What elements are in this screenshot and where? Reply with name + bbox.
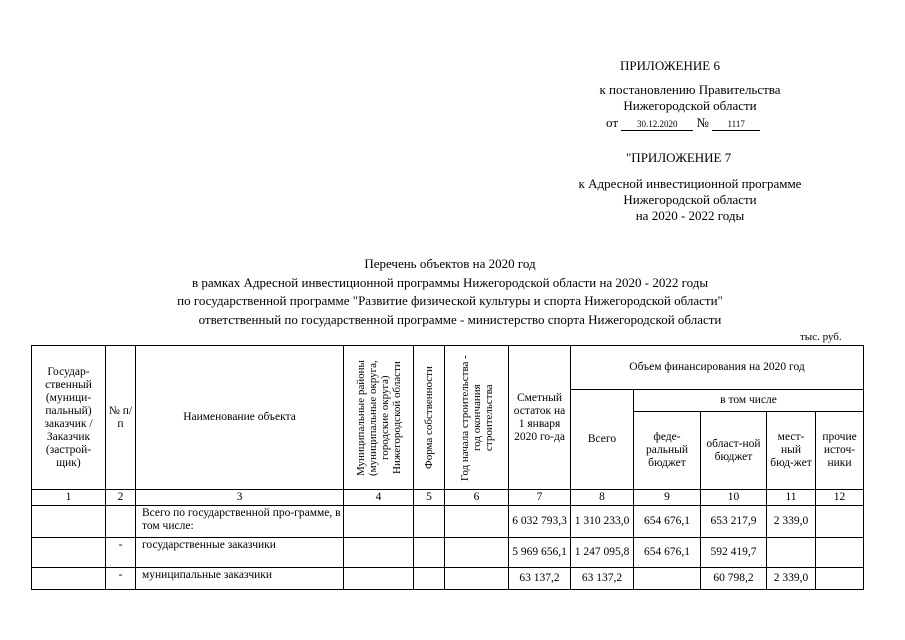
header-years: Год начала строительства - год окончания строительства	[445, 346, 509, 490]
header-customer: Государ-ственный (муници-пальный) заказчик / Заказчик (застрой-щик)	[32, 346, 106, 490]
appendix-6-label: ПРИЛОЖЕНИЕ 6	[620, 58, 720, 73]
resolution-line-2: Нижегородской области	[623, 98, 757, 113]
cell-federal: 654 676,1	[634, 506, 701, 538]
header-total: Всего	[571, 390, 634, 490]
header-estimate: Сметный остаток на 1 января 2020 го-да	[509, 346, 571, 490]
cell-other	[816, 568, 864, 590]
cell-ownership	[414, 568, 445, 590]
cell-total: 1 310 233,0	[571, 506, 634, 538]
title-line-4: ответственный по государственной программе - министерство спорта Нижегородской области	[198, 312, 722, 327]
cell-total: 1 247 095,8	[571, 538, 634, 568]
program-line-3: на 2020 - 2022 годы	[635, 208, 745, 223]
col-number: 11	[767, 490, 816, 506]
table-row	[32, 506, 864, 538]
cell-name: муниципальные заказчики	[136, 568, 344, 590]
number-label: №	[696, 115, 709, 130]
header-row-1	[32, 346, 864, 390]
column-number-row	[32, 490, 864, 506]
units-label: тыс. руб.	[800, 331, 842, 343]
cell-local: 2 339,0	[767, 568, 816, 590]
cell-federal	[634, 568, 701, 590]
cell-ownership	[414, 506, 445, 538]
cell-years	[445, 568, 509, 590]
cell-customer	[32, 568, 106, 590]
resolution-line-1: к постановлению Правительства	[599, 82, 781, 97]
header-num: № п/п	[106, 346, 136, 490]
col-number: 6	[445, 490, 509, 506]
cell-federal: 654 676,1	[634, 538, 701, 568]
cell-regional: 592 419,7	[701, 538, 767, 568]
col-number: 9	[634, 490, 701, 506]
col-number: 4	[344, 490, 414, 506]
cell-local: 2 339,0	[767, 506, 816, 538]
cell-districts	[344, 538, 414, 568]
header-regional: област-ной бюджет	[701, 412, 767, 490]
cell-estimate: 5 969 656,1	[509, 538, 571, 568]
resolution-date: 30.12.2020	[621, 119, 693, 131]
header-ownership: Форма собственности	[414, 346, 445, 490]
resolution-date-number	[606, 115, 806, 131]
cell-ownership	[414, 538, 445, 568]
cell-estimate: 6 032 793,3	[509, 506, 571, 538]
resolution-number: 1117	[712, 119, 760, 131]
cell-regional: 653 217,9	[701, 506, 767, 538]
cell-years	[445, 538, 509, 568]
table-row	[32, 538, 864, 568]
cell-estimate: 63 137,2	[509, 568, 571, 590]
cell-other	[816, 506, 864, 538]
objects-table	[31, 345, 864, 590]
header-districts: Муниципальные районы (муниципальные округа, городские округа) Нижегородской области	[344, 346, 414, 490]
cell-name: государственные заказчики	[136, 538, 344, 568]
header-other: прочие источ-ники	[816, 412, 864, 490]
col-number: 2	[106, 490, 136, 506]
header-funding: Объем финансирования на 2020 год	[571, 346, 864, 390]
appendix-7-label: "ПРИЛОЖЕНИЕ 7	[626, 150, 732, 165]
col-number: 7	[509, 490, 571, 506]
table-row	[32, 568, 864, 590]
col-number: 10	[701, 490, 767, 506]
col-number: 8	[571, 490, 634, 506]
cell-num: -	[106, 538, 136, 568]
cell-num: -	[106, 568, 136, 590]
cell-local	[767, 538, 816, 568]
col-number: 3	[136, 490, 344, 506]
title-line-1: Перечень объектов на 2020 год	[364, 256, 536, 271]
cell-regional: 60 798,2	[701, 568, 767, 590]
program-line-2: Нижегородской области	[623, 192, 757, 207]
header-federal: феде-ральный бюджет	[634, 412, 701, 490]
cell-districts	[344, 568, 414, 590]
cell-customer	[32, 506, 106, 538]
cell-num	[106, 506, 136, 538]
cell-years	[445, 506, 509, 538]
col-number: 1	[32, 490, 106, 506]
col-number: 12	[816, 490, 864, 506]
cell-districts	[344, 506, 414, 538]
header-name: Наименование объекта	[136, 346, 344, 490]
cell-total: 63 137,2	[571, 568, 634, 590]
cell-other	[816, 538, 864, 568]
col-number: 5	[414, 490, 445, 506]
title-line-2: в рамках Адресной инвестиционной программы Нижегородской области на 2020 - 2022 годы	[191, 275, 709, 290]
from-label: от	[606, 115, 619, 130]
cell-name: Всего по государственной про-грамме, в том числе:	[136, 506, 344, 538]
title-line-3: по государственной программе "Развитие физической культуры и спорта Нижегородской области"	[177, 293, 723, 308]
program-line-1: к Адресной инвестиционной программе	[578, 176, 802, 191]
cell-customer	[32, 538, 106, 568]
header-local: мест-ный бюд-жет	[767, 412, 816, 490]
header-including: в том числе	[634, 390, 864, 412]
